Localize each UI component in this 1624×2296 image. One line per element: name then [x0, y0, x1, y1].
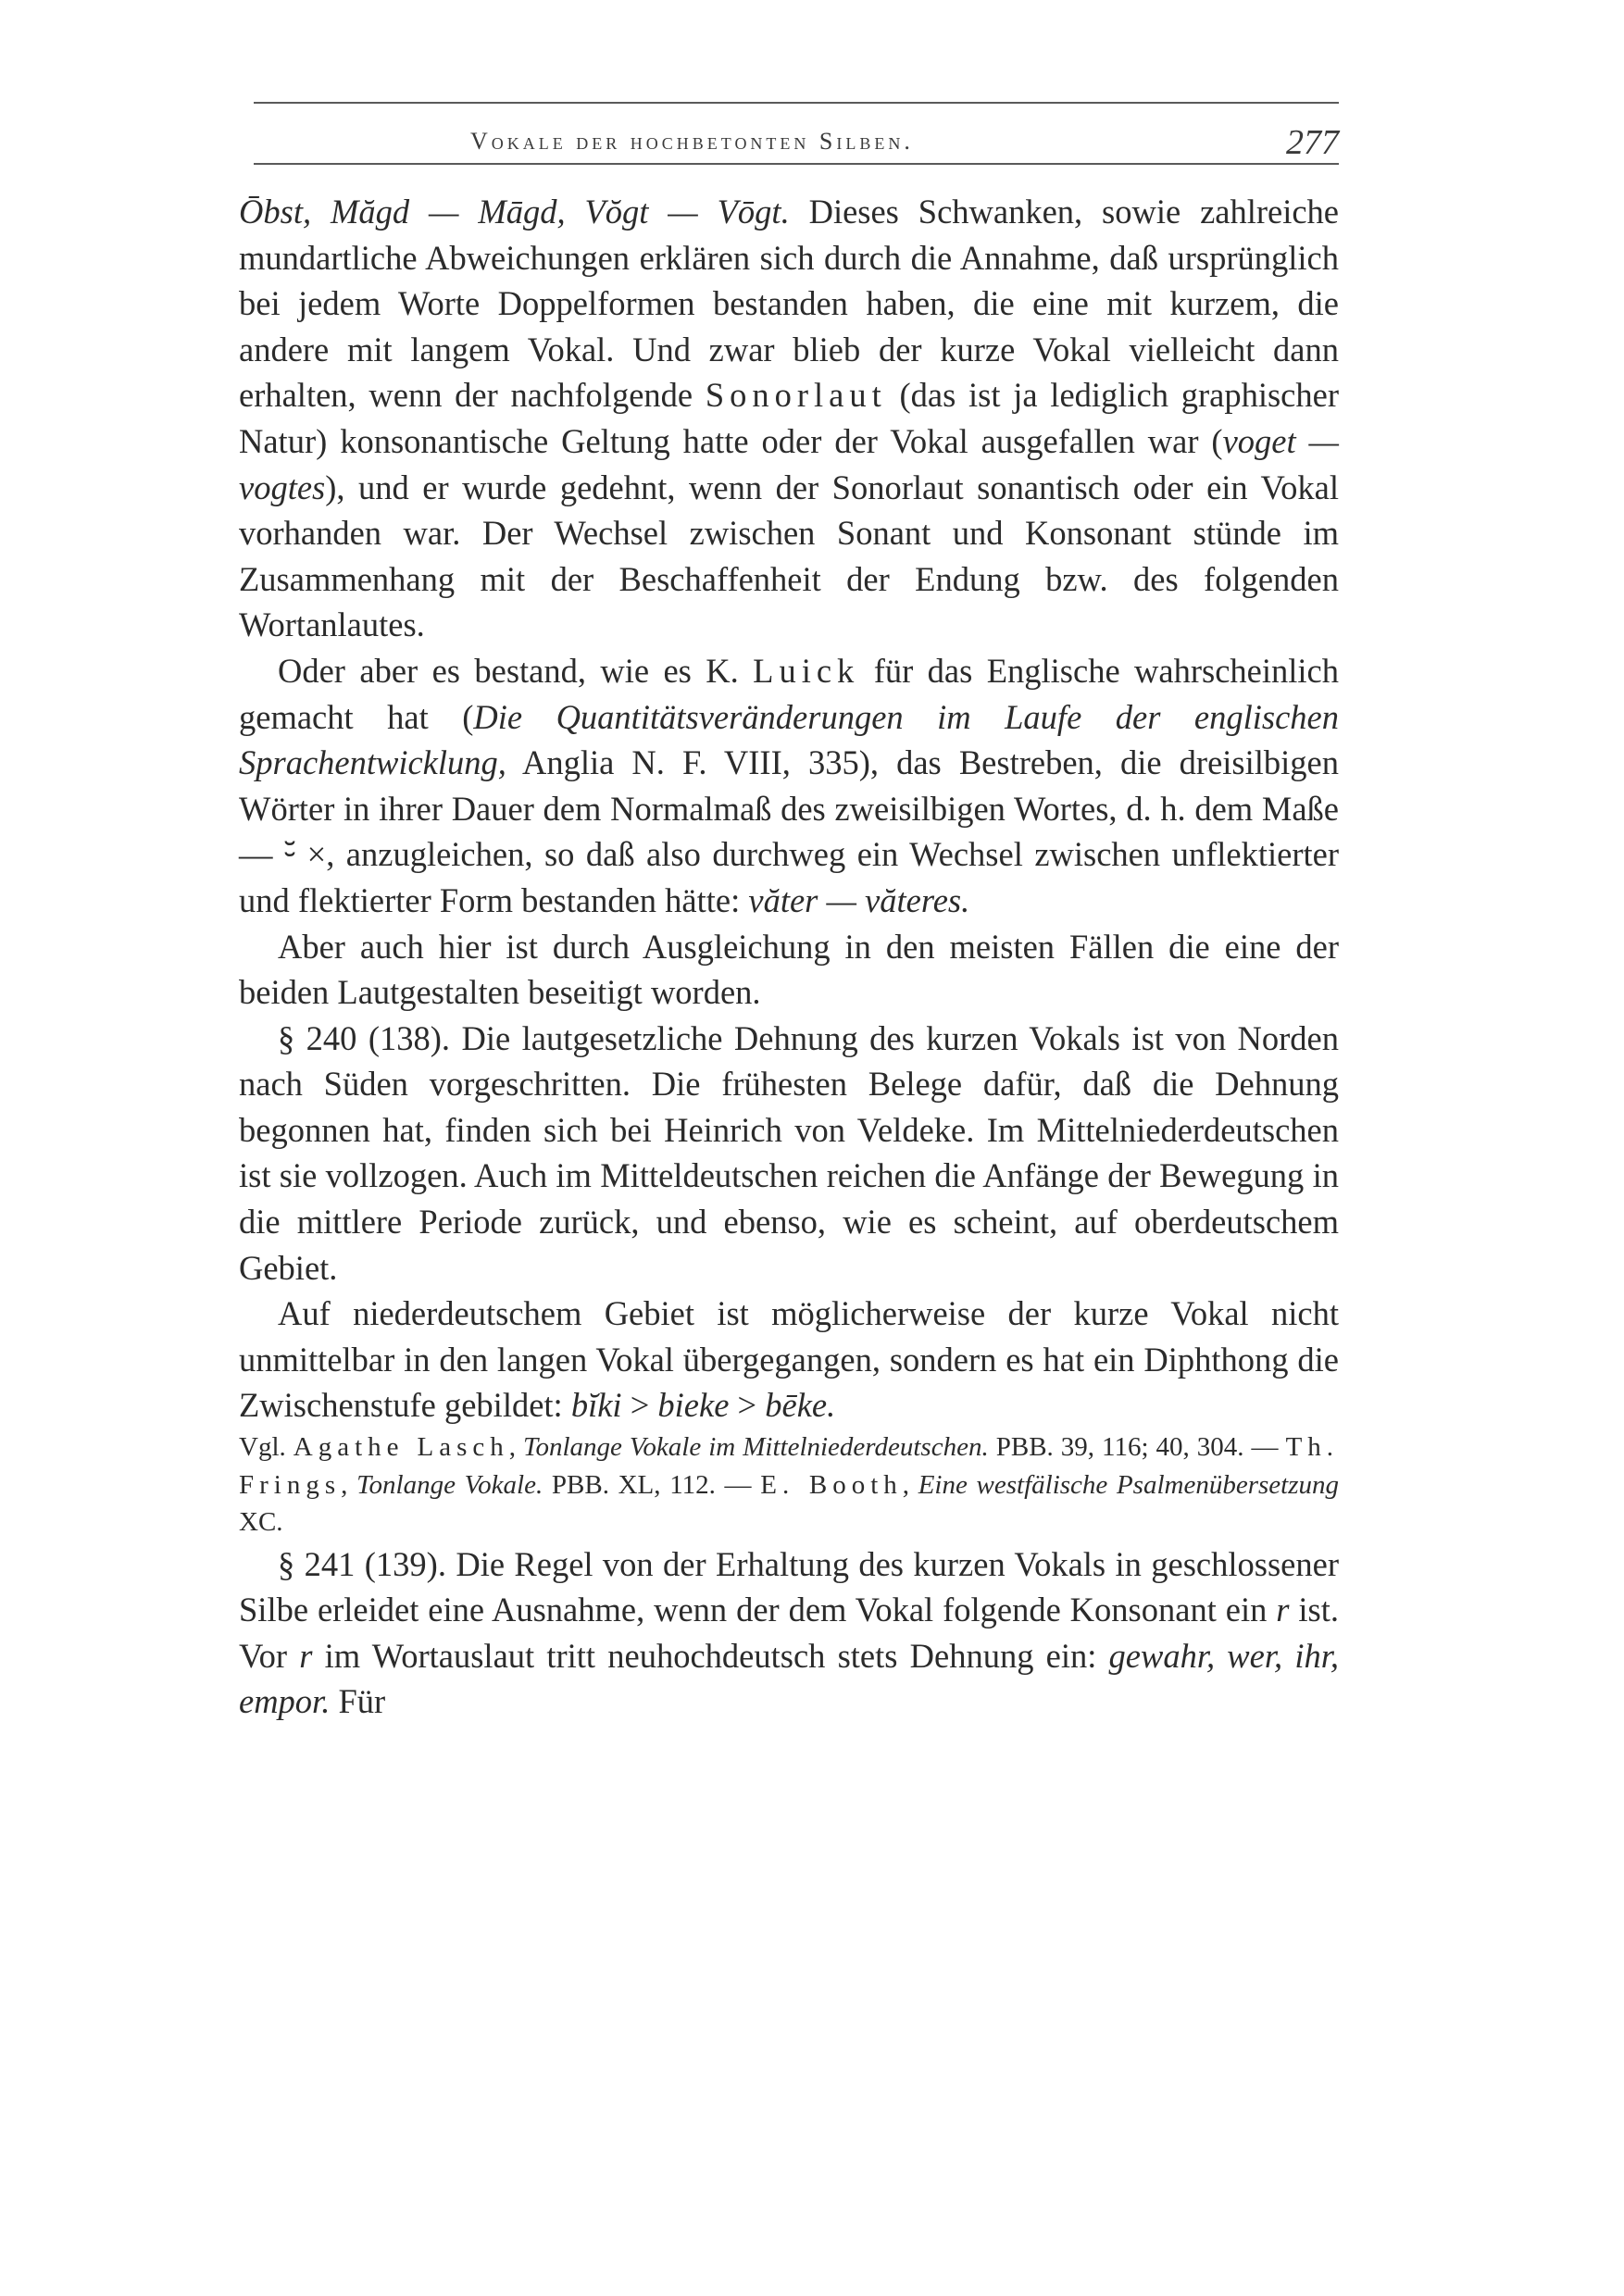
paragraph-3: Aber auch hier ist durch Ausgleichung in den meisten Fällen die eine der beiden Lautgestalten beseitigt worden.: [239, 927, 1339, 1012]
example-forms: bieke: [657, 1386, 730, 1425]
text-run: ist. Vor: [239, 1591, 1339, 1675]
text-run: im Wortauslaut tritt neuhochdeutsch stets Dehnung ein:: [312, 1636, 1109, 1675]
text-run: Auf niederdeutschem Gebiet ist möglicherweise der kurze Vokal nicht unmittelbar in den langen Vokal übergegangen, sondern es hat ein Diphthong die Zwischenstufe gebildet:: [239, 1294, 1339, 1425]
text-run: Vgl.: [239, 1432, 294, 1463]
bibliographic-note: [239, 1429, 1339, 1541]
paragraph-2: [239, 648, 1339, 924]
example-forms: gewahr, wer, ihr, empor.: [239, 1636, 1339, 1721]
example-forms: bēke.: [765, 1386, 836, 1425]
header-rule-top: [254, 102, 1339, 104]
work-title: Tonlange Vokale im Mittelniederdeutschen.: [523, 1432, 989, 1463]
page-number: 277: [1286, 123, 1339, 162]
author-name: E. Booth: [760, 1469, 903, 1500]
work-title: Die Quantitätsveränderungen im Laufe der englischen Sprachentwicklung,: [239, 697, 1340, 782]
text-run: PBB. XL, 112. —: [543, 1469, 761, 1500]
text-run: § 241 (139). Die Regel von der Erhaltung des kurzen Vokals in geschlossener Silbe erleidet eine Ausnahme, wenn der dem Vokal folgende Konsonant ein: [239, 1544, 1339, 1629]
text-run: ,: [902, 1469, 918, 1500]
text-run: ,: [341, 1469, 357, 1500]
example-forms: Ōbst, Măgd — Māgd, Vŏgt — Vōgt.: [239, 193, 790, 231]
running-head: Vokale der hochbetonten Silben.: [470, 128, 914, 155]
text-run: PBB. 39, 116; 40, 304. —: [988, 1432, 1286, 1463]
example-forms: bĭki: [570, 1386, 622, 1425]
example-letter: r: [299, 1636, 313, 1675]
author-name: Luick: [753, 651, 860, 690]
text-run: >: [621, 1386, 658, 1425]
work-title: Tonlange Vokale.: [356, 1469, 543, 1500]
author-name: Th. Frings: [239, 1432, 1340, 1500]
text-run: XC.: [239, 1507, 283, 1538]
body-text: [239, 189, 1339, 1725]
text-run: Anglia N. F. VIII, 335), das Bestreben, die dreisilbigen Wörter in ihrer Dauer dem Normalmaß des zweisilbigen Wortes, d. h. dem Maße — ⏑̆ ×, anzugleichen, so daß also durchweg ein Wechsel zwischen unflektierter und flektierter Form bestanden hätte:: [239, 743, 1339, 919]
text-run: Oder aber es bestand, wie es K.: [278, 651, 754, 690]
header-rule-bottom: [254, 163, 1339, 165]
paragraph-241: [239, 1541, 1339, 1725]
text-run: ), und er wurde gedehnt, wenn der Sonorlaut sonantisch oder ein Vokal vorhanden war. Der Wechsel zwischen Sonant und Konsonant stünde im Zusammenhang mit der Beschaffenheit der Endung bzw. des folgenden Wortanlautes.: [239, 468, 1339, 644]
paragraph-5: [239, 1291, 1339, 1429]
text-run: Für: [330, 1682, 386, 1721]
author-name: Agathe Lasch: [293, 1432, 509, 1463]
spaced-term: Sonorlaut: [705, 376, 887, 415]
paragraph-1: [239, 189, 1339, 648]
example-forms: voget — vogtes: [239, 421, 1340, 506]
example-letter: r: [1276, 1591, 1290, 1629]
work-title: Eine westfälische Psalmenübersetzung: [918, 1469, 1340, 1500]
paragraph-240: § 240 (138). Die lautgesetzliche Dehnung des kurzen Vokals ist von Norden nach Süden vorgeschritten. Die frühesten Belege dafür, daß die Dehnung begonnen hat, finden sich bei Heinrich von Veldeke. Im Mittelniederdeutschen ist sie vollzogen. Auch im Mitteldeutschen reichen die Anfänge der Bewegung in die mittlere Periode zurück, und ebenso, wie es scheint, auf oberdeutschem Gebiet.: [239, 1018, 1339, 1287]
text-run: (das ist ja lediglich graphischer Natur) konsonantische Geltung hatte oder der Vokal ausgefallen war (: [239, 376, 1339, 460]
text-run: >: [729, 1386, 766, 1425]
text-run: für das Englische wahrscheinlich gemacht hat (: [239, 651, 1339, 736]
text-run: ,: [508, 1432, 524, 1463]
example-forms: văter — văteres.: [748, 880, 970, 919]
text-run: Dieses Schwanken, sowie zahlreiche mundartliche Abweichungen erklären sich durch die Annahme, daß ursprünglich bei jedem Worte Doppelformen bestanden haben, die eine mit kurzem, die andere mit langem Vokal. Und zwar blieb der kurze Vokal vielleicht dann erhalten, wenn der nachfolgende: [239, 193, 1340, 415]
